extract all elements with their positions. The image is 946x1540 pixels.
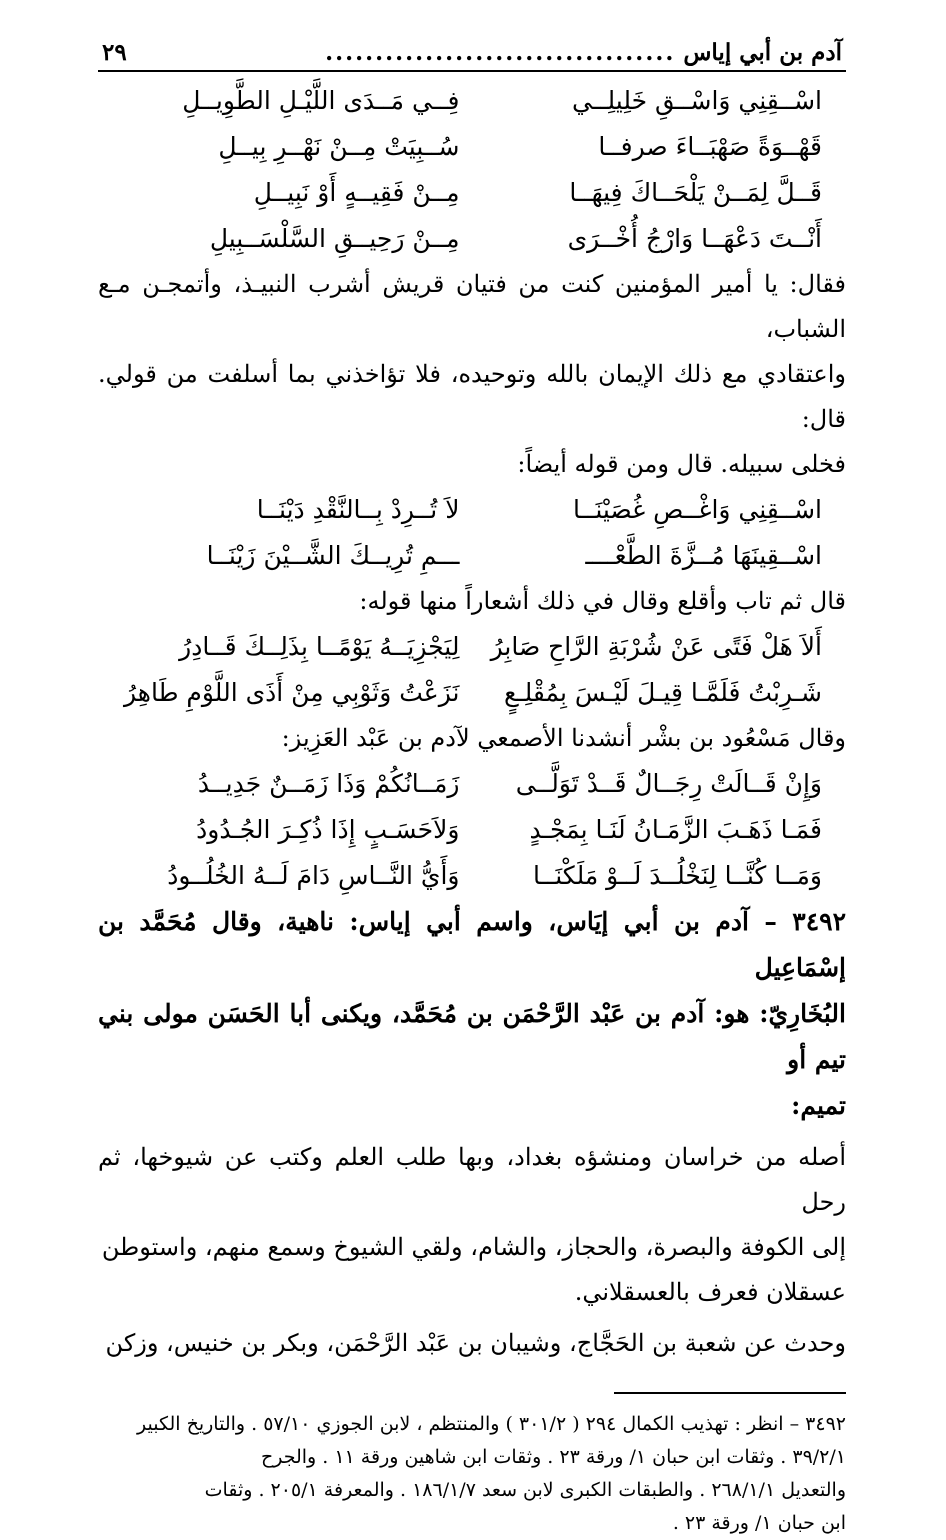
page-number: ٢٩ (102, 39, 127, 66)
verse-line (98, 853, 846, 899)
verse-first-hemistich: اسْــقِنِي وَاسْــقِ خَلِيلِــي (572, 86, 822, 115)
prose-line: واعتقادي مع ذلك الإيمان بالله وتوحيده، فلا تؤاخذني بما أسلفت من قولي. قال: (98, 360, 846, 433)
document-page (98, 30, 846, 1534)
verse-line (98, 624, 846, 670)
poem-block-1 (98, 78, 846, 262)
footnote-separator (614, 1392, 846, 1394)
prose-line: إلى الكوفة والبصرة، والحجاز، والشام، ولقي الشيوخ وسمع منهم، واستوطن (101, 1233, 846, 1261)
prose-line: عسقلان فعرف بالعسقلاني. (574, 1278, 846, 1306)
footnotes (98, 1408, 846, 1540)
footnote-line: ٣٤٩٢ – انظر : تهذيب الكمال ٢٩٤ ( ٣٠١/٢ ) والمنتظم ، لابن الجوزي ٥٧/١٠ . والتاريخ الكبير (137, 1413, 846, 1435)
verse-first-hemistich: اسْــقِينَهَا مُــزَّةَ الطَّعْــــ (585, 541, 822, 570)
verse-first-hemistich: اسْــقِنِي وَاغْــصِ غُصَيْنَــا (573, 495, 822, 524)
biography-entry-heading (98, 899, 846, 1129)
verse-first-hemistich: أَنْــتَ دَعْهَــا وَارْجُ أُخْــرَى (567, 224, 822, 253)
prose-paragraph-4 (98, 1135, 846, 1315)
running-head-dots: ................................... (325, 39, 676, 66)
prose-paragraph-1 (98, 262, 846, 487)
verse-line (98, 124, 846, 170)
verse-second-hemistich: ـــمِ تُرِيــكَ الشَّــيْنَ زَيْنَــا (206, 541, 460, 570)
verse-line (98, 670, 846, 716)
entry-line: البُخَارِيّ: هو: آدم بن عَبْد الرَّحْمَن بن مُحَمَّد، ويكنى أبا الحَسَن مولى بني تيم أو (98, 999, 846, 1074)
prose-line: فقال: يا أمير المؤمنين كنت من فتيان قريش أشرب النبيـذ، وأتمجـن مـع الشباب، (98, 270, 846, 343)
verse-line (98, 761, 846, 807)
verse-second-hemistich: لاَ تُــرِدْ بِــالنَّقْدِ دَيْنَــا (256, 495, 460, 524)
verse-line (98, 78, 846, 124)
entry-line: ٣٤٩٢ – آدم بن أبي إيَاس، واسم أبي إياس: ناهية، وقال مُحَمَّد بن إسْمَاعِيل (98, 907, 846, 982)
verse-second-hemistich: لِيَجْزِيَــهُ يَوْمًــا بِذَلِــكَ قَــادِرُ (179, 632, 460, 661)
footnote-line: ٣٩/٢/١ . وثقات ابن حبان ١/ ورقة ٢٣ . وثقات ابن شاهين ورقة ١١ . والجرح (260, 1446, 846, 1468)
poem-block-2 (98, 487, 846, 579)
verse-line (98, 216, 846, 262)
poem-block-4 (98, 761, 846, 899)
verse-second-hemistich: مِــنْ فَقِيــهٍ أَوْ نَبِيــلِ (253, 178, 460, 207)
verse-line (98, 487, 846, 533)
running-head (98, 30, 846, 72)
entry-line: تميم: (791, 1091, 846, 1120)
prose-line: فخلى سبيله. قال ومن قوله أيضاً: (517, 450, 846, 478)
verse-first-hemistich: أَلاَ هَلْ فَتًى عَنْ شُرْبَةِ الرَّاحِ صَابِرُ (490, 632, 822, 661)
verse-second-hemistich: نَزَعْتُ وَثَوْبِي مِنْ أَذَى اللَّوْمِ طَاهِرُ (123, 678, 460, 707)
footnote-line: والتعديل ٢٦٨/١/١ . والطبقات الكبرى لابن سعد ١٨٦/١/٧ . والمعرفة ٢٠٥/١ . وثقات (204, 1479, 846, 1501)
running-head-title: آدم بن أبي إياس (683, 39, 842, 66)
prose-paragraph-2: قال ثم تاب وأقلع وقال في ذلك أشعاراً منها قوله: (359, 587, 846, 615)
verse-second-hemistich: زَمَــانُكُمْ وَذَا زَمَــنٌ جَدِيــدُ (197, 769, 460, 798)
verse-first-hemistich: فَمَـا ذَهَـبَ الزَّمَـانُ لَنَـا بِمَجْـدٍ (529, 815, 822, 844)
verse-second-hemistich: سُــبِيَتْ مِــنْ نَهْــرِ بِيــلِ (218, 132, 460, 161)
verse-first-hemistich: وَمَــا كُنَّــا لِنَخْلُــدَ لَــوْ مَلَكْنَــا (532, 861, 822, 890)
verse-first-hemistich: قَهْــوَةً صَهْبَــاءَ صرفــا (598, 132, 822, 161)
prose-paragraph-3: وقال مَسْعُود بن بشْر أنشدنا الأصمعي لآدم بن عَبْد العَزِيز: (281, 724, 846, 752)
verse-first-hemistich: وَإِنْ قَــالَتْ رِجَــالٌ قَــدْ تَوَلَّــى (515, 769, 822, 798)
verse-second-hemistich: وَأَيُّ النَّــاسِ دَامَ لَــهُ الخُلُــودُ (167, 861, 460, 890)
verse-second-hemistich: مِــنْ رَحِيــقِ السَّلْسَــبِيلِ (209, 224, 460, 253)
verse-first-hemistich: قَــلَّ لِمَــنْ يَلْحَــاكَ فِيهَــا (569, 178, 822, 207)
verse-line (98, 170, 846, 216)
footnote-line: ابن حبان ١/ ورقة ٢٣ . (672, 1512, 846, 1534)
poem-block-3 (98, 624, 846, 716)
verse-second-hemistich: وَلاَحَسَـبٍ إِذَا ذُكِـرَ الجُـدُودُ (196, 815, 460, 844)
verse-second-hemistich: فِــي مَــدَى اللَّيْـلِ الطَّوِيــلِ (182, 86, 460, 115)
verse-first-hemistich: شَـرِبْتُ فَلَمَّـا قِيـلَ لَيْـسَ بِمُقْلِـعٍ (503, 678, 822, 707)
verse-line (98, 807, 846, 853)
prose-line: أصله من خراسان ومنشؤه بغداد، وبها طلب العلم وكتب عن شيوخها، ثم رحل (98, 1143, 846, 1216)
prose-paragraph-5: وحدث عن شعبة بن الحَجَّاج، وشيبان بن عَبْد الرَّحْمَن، وبكر بن خنيس، وزكن (105, 1329, 846, 1357)
verse-line (98, 533, 846, 579)
